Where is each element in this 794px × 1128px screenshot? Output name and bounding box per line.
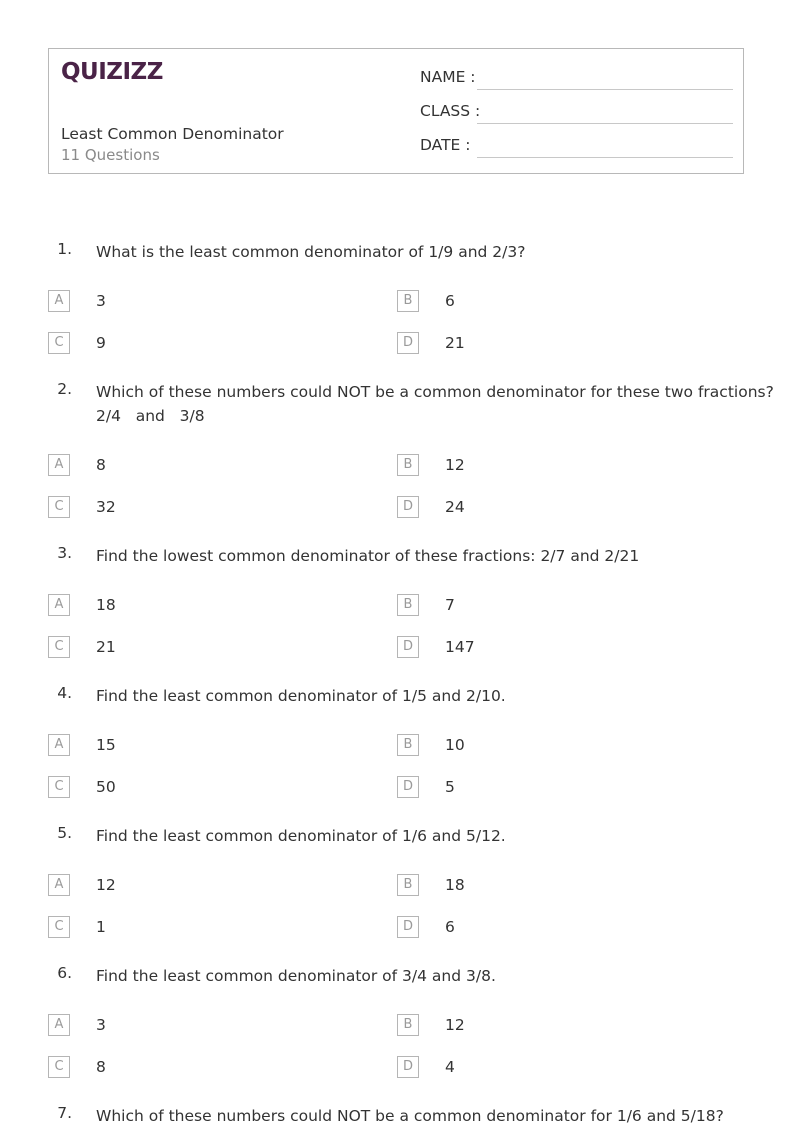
- option-letter-box[interactable]: A: [48, 1014, 70, 1036]
- option-letter-box[interactable]: A: [48, 594, 70, 616]
- question-text: Find the lowest common denominator of these fractions: 2/7 and 2/21: [96, 547, 640, 565]
- option-letter-box[interactable]: C: [48, 916, 70, 938]
- question-text: Find the least common denominator of 3/4 and 3/8.: [96, 967, 496, 985]
- option-letter-box[interactable]: A: [48, 874, 70, 896]
- option-text: 4: [445, 1058, 455, 1076]
- question-number: 2.: [57, 380, 72, 398]
- class-field[interactable]: [477, 123, 733, 124]
- option-letter-box[interactable]: C: [48, 776, 70, 798]
- option-letter-box[interactable]: D: [397, 636, 419, 658]
- option-letter-box[interactable]: D: [397, 776, 419, 798]
- option-text: 1: [96, 918, 106, 936]
- option-letter-box[interactable]: D: [397, 332, 419, 354]
- question-text: What is the least common denominator of 1/9 and 2/3?: [96, 243, 526, 261]
- option-text: 3: [96, 292, 106, 310]
- option-letter-box[interactable]: B: [397, 290, 419, 312]
- option-text: 5: [445, 778, 455, 796]
- option-text: 7: [445, 596, 455, 614]
- question-number: 1.: [57, 240, 72, 258]
- date-label: DATE :: [420, 136, 471, 154]
- quizizz-logo: QUIZIZZ: [61, 59, 163, 85]
- question-number: 7.: [57, 1104, 72, 1122]
- option-letter-box[interactable]: B: [397, 454, 419, 476]
- option-text: 21: [445, 334, 465, 352]
- option-letter-box[interactable]: C: [48, 496, 70, 518]
- question-number: 4.: [57, 684, 72, 702]
- question-number: 5.: [57, 824, 72, 842]
- name-field[interactable]: [477, 89, 733, 90]
- option-text: 8: [96, 456, 106, 474]
- option-text: 12: [445, 456, 465, 474]
- option-letter-box[interactable]: A: [48, 454, 70, 476]
- option-letter-box[interactable]: B: [397, 874, 419, 896]
- question-number: 3.: [57, 544, 72, 562]
- option-letter-box[interactable]: B: [397, 734, 419, 756]
- option-text: 12: [96, 876, 116, 894]
- option-text: 21: [96, 638, 116, 656]
- option-letter-box[interactable]: C: [48, 636, 70, 658]
- name-label: NAME :: [420, 68, 476, 86]
- option-letter-box[interactable]: B: [397, 1014, 419, 1036]
- worksheet-header: [48, 48, 744, 174]
- option-letter-box[interactable]: C: [48, 332, 70, 354]
- option-text: 32: [96, 498, 116, 516]
- date-field[interactable]: [477, 157, 733, 158]
- question-text: Which of these numbers could NOT be a common denominator for 1/6 and 5/18?: [96, 1107, 724, 1125]
- question-text: Which of these numbers could NOT be a common denominator for these two fractions?: [96, 383, 774, 401]
- question-count: 11 Questions: [61, 146, 160, 164]
- option-letter-box[interactable]: D: [397, 1056, 419, 1078]
- option-text: 24: [445, 498, 465, 516]
- option-text: 18: [96, 596, 116, 614]
- option-text: 3: [96, 1016, 106, 1034]
- option-text: 50: [96, 778, 116, 796]
- option-letter-box[interactable]: B: [397, 594, 419, 616]
- question-text: Find the least common denominator of 1/5 and 2/10.: [96, 687, 506, 705]
- option-text: 10: [445, 736, 465, 754]
- question-text-line2: 2/4 and 3/8: [96, 407, 205, 425]
- option-text: 12: [445, 1016, 465, 1034]
- option-letter-box[interactable]: D: [397, 916, 419, 938]
- worksheet-title: Least Common Denominator: [61, 125, 284, 143]
- option-letter-box[interactable]: C: [48, 1056, 70, 1078]
- question-number: 6.: [57, 964, 72, 982]
- option-letter-box[interactable]: D: [397, 496, 419, 518]
- option-text: 6: [445, 918, 455, 936]
- option-letter-box[interactable]: A: [48, 734, 70, 756]
- option-letter-box[interactable]: A: [48, 290, 70, 312]
- option-text: 8: [96, 1058, 106, 1076]
- class-label: CLASS :: [420, 102, 481, 120]
- option-text: 9: [96, 334, 106, 352]
- option-text: 18: [445, 876, 465, 894]
- question-text: Find the least common denominator of 1/6 and 5/12.: [96, 827, 506, 845]
- option-text: 6: [445, 292, 455, 310]
- option-text: 15: [96, 736, 116, 754]
- option-text: 147: [445, 638, 475, 656]
